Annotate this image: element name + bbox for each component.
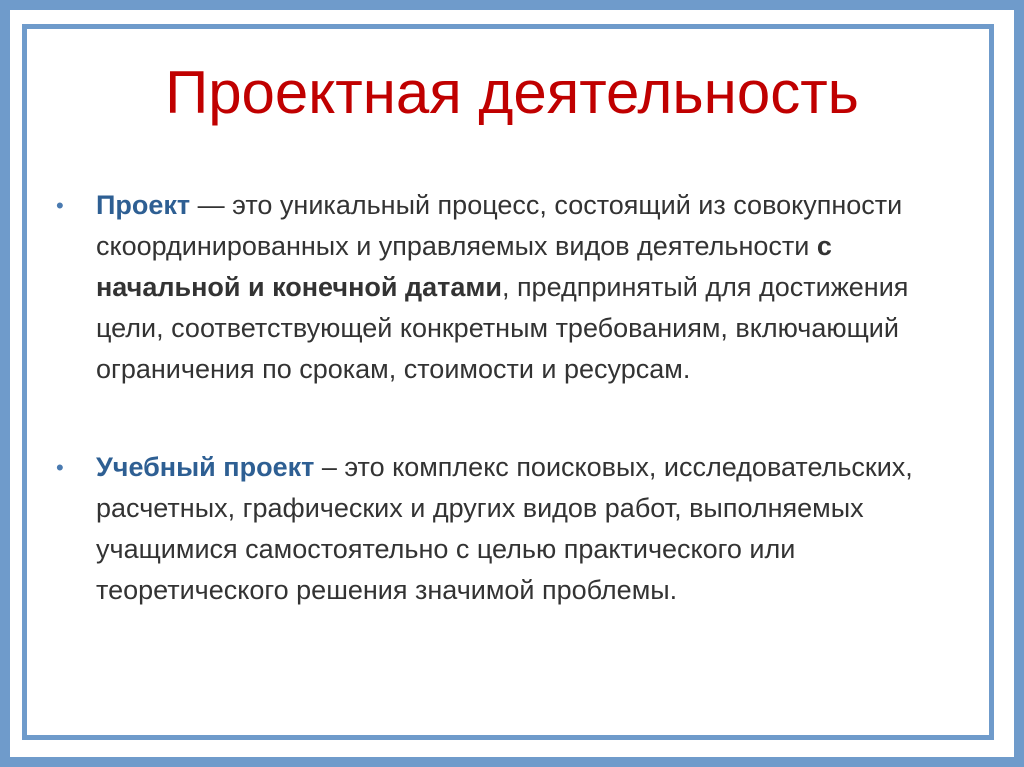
term-educational-project: Учебный проект [96, 452, 322, 482]
bullet-marker: • [56, 193, 64, 218]
definition-text-part1: — это уникальный процесс, состоящий из совокупности скоординированных и управляемых видов деятельности [96, 190, 903, 261]
term-project: Проект [96, 190, 198, 220]
bullet-project-definition [56, 185, 976, 390]
bullet-educational-project [56, 447, 976, 611]
slide-title: Проектная деятельность [165, 59, 859, 126]
bullet-marker: • [56, 455, 64, 480]
definition-bold-dates: с начальной и конечной датами [96, 231, 832, 302]
educational-definition-text: – это комплекс поисковых, исследовательских, расчетных, графических и других видов работ, выполняемых учащимися самостоятельно с целью практического или теоретического решения значимой проблемы. [96, 452, 913, 605]
definition-text-part2: , предпринятый для достижения цели, соответствующей конкретным требованиям, включающий ограничения по срокам, стоимости и ресурсам. [96, 272, 909, 384]
